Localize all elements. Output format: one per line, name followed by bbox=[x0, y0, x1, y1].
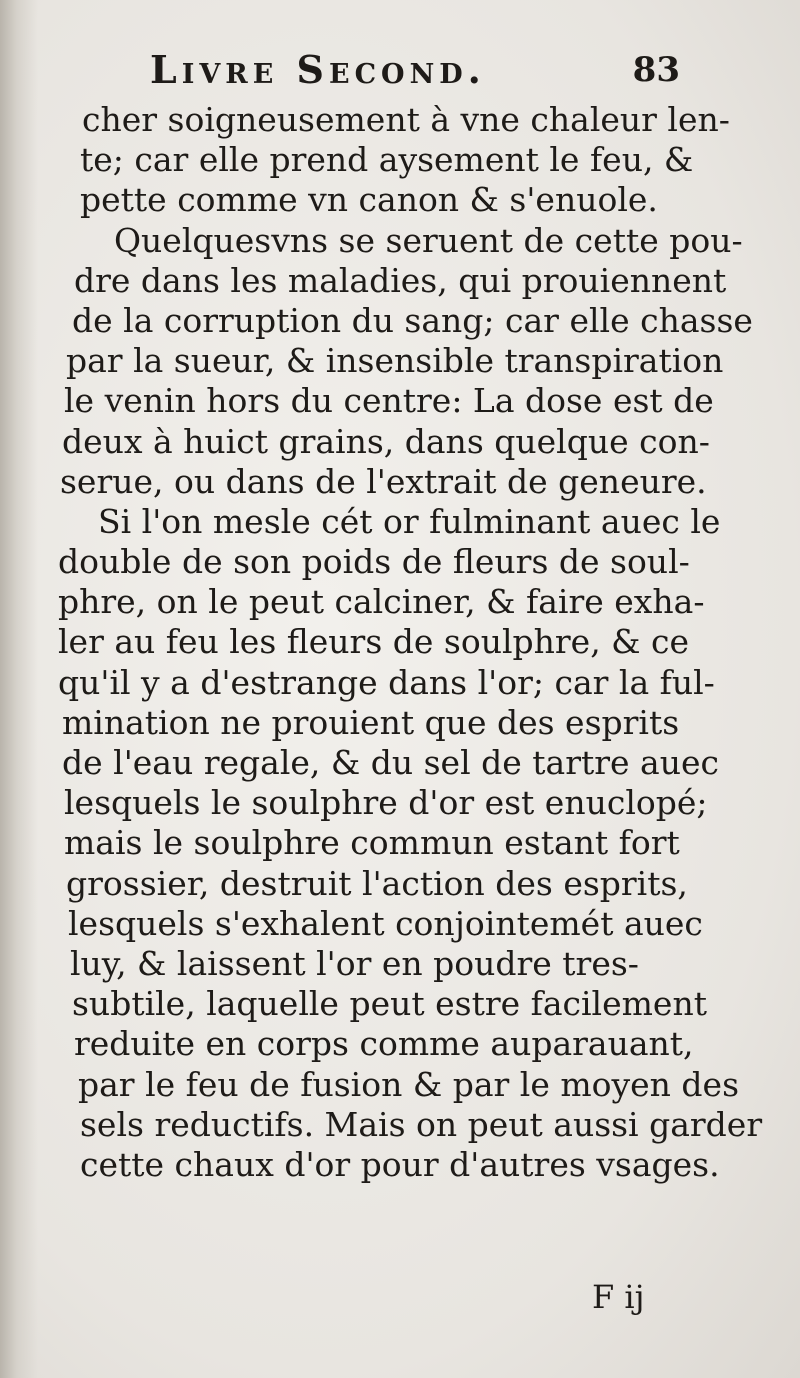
text-line: dre dans les maladies, qui prouiennent bbox=[74, 260, 727, 300]
signature-mark: F ij bbox=[592, 1278, 645, 1316]
body-text bbox=[32, 100, 763, 1185]
text-line: double de son poids de fleurs de soul- bbox=[58, 542, 690, 582]
page-number: 83 bbox=[632, 50, 680, 90]
text-line: deux à huict grains, dans quelque con- bbox=[62, 421, 710, 461]
text-line: grossier, destruit l'action des esprits, bbox=[66, 863, 688, 903]
text-line: te; car elle prend aysement le feu, & bbox=[80, 140, 694, 180]
text-line: serue, ou dans de l'extrait de geneure. bbox=[60, 461, 707, 501]
text-line: le venin hors du centre: La dose est de bbox=[64, 381, 714, 421]
text-line: Si l'on mesle cét or fulminant auec le bbox=[98, 501, 721, 541]
running-title: Livre Second. bbox=[150, 47, 486, 92]
text-line: mais le soulphre commun estant fort bbox=[64, 823, 680, 863]
text-line: cher soigneusement à vne chaleur len- bbox=[82, 100, 730, 139]
text-line: par la sueur, & insensible transpiration bbox=[66, 341, 724, 381]
text-line: Quelquesvns se seruent de cette pou- bbox=[114, 220, 743, 260]
text-line: reduite en corps comme auparauant, bbox=[74, 1024, 694, 1064]
text-line: lesquels le soulphre d'or est enuclopé; bbox=[64, 783, 708, 823]
page-header bbox=[150, 42, 680, 98]
text-line: ler au feu les fleurs de soulphre, & ce bbox=[58, 622, 690, 662]
text-line: qu'il y a d'estrange dans l'or; car la ful- bbox=[58, 662, 715, 702]
text-line: sels reductifs. Mais on peut aussi garder bbox=[80, 1104, 763, 1144]
text-line: mination ne prouient que des esprits bbox=[62, 702, 680, 742]
text-line: luy, & laissent l'or en poudre tres- bbox=[70, 943, 639, 983]
text-line: lesquels s'exhalent conjointemét auec bbox=[68, 903, 703, 943]
text-line: subtile, laquelle peut estre facilement bbox=[72, 984, 707, 1024]
text-line: de l'eau regale, & du sel de tartre auec bbox=[62, 743, 719, 782]
text-line: de la corruption du sang; car elle chasse bbox=[72, 300, 753, 340]
text-line: phre, on le peut calciner, & faire exha- bbox=[58, 582, 705, 622]
text-line: cette chaux d'or pour d'autres vsages. bbox=[80, 1144, 720, 1184]
text-line: par le feu de fusion & par le moyen des bbox=[78, 1064, 739, 1104]
text-line: pette comme vn canon & s'enuole. bbox=[80, 180, 658, 220]
